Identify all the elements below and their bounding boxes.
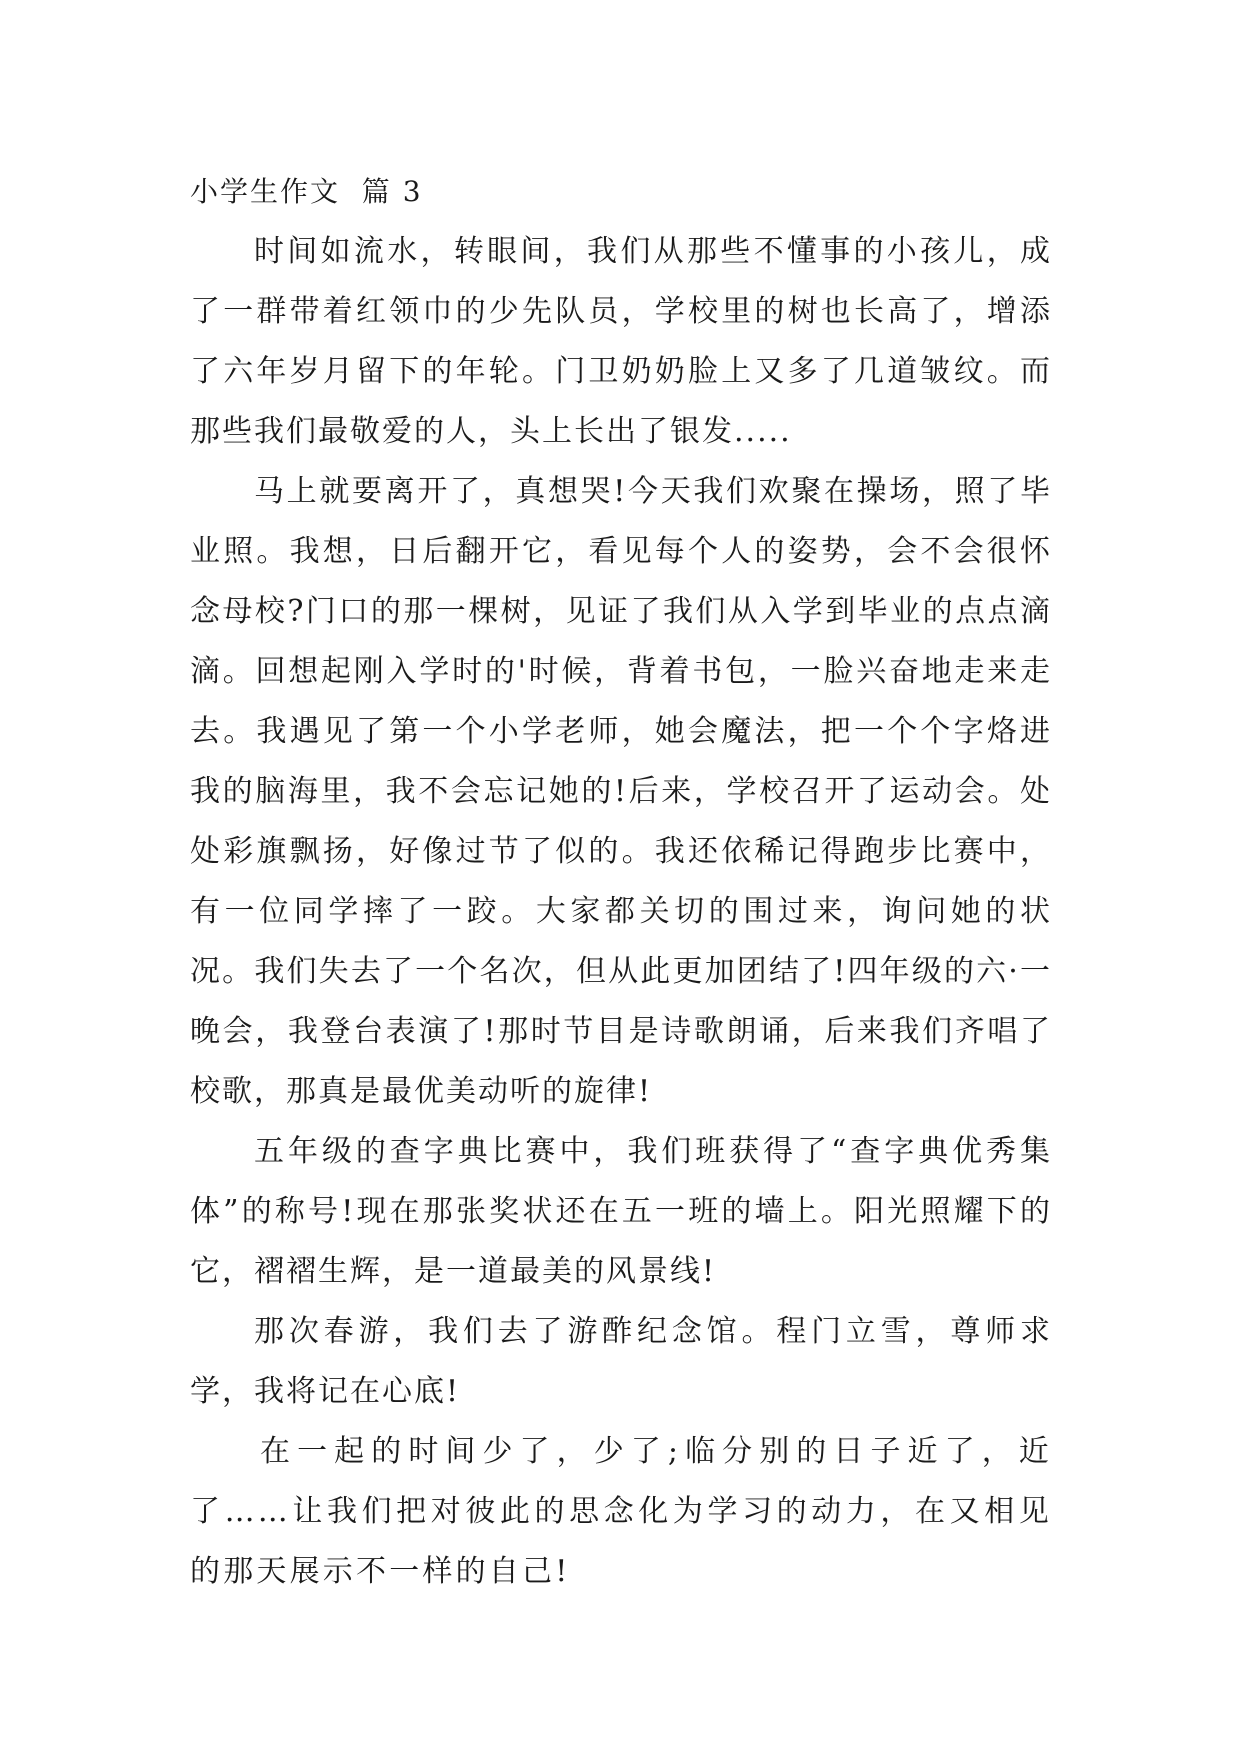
paragraph-1: 时间如流水，转眼间，我们从那些不懂事的小孩儿，成了一群带着红领巾的少先队员，学校里的树也长高了，增添了六年岁月留下的年轮。门卫奶奶脸上又多了几道皱纹。而那些我们最敬爱的人，头上长出了银发..... — [190, 234, 1052, 449]
paragraph-3: 五年级的查字典比赛中，我们班获得了“查字典优秀集体”的称号!现在那张奖状还在五一班的墙上。阳光照耀下的它，褶褶生辉，是一道最美的风景线! — [190, 1134, 1052, 1289]
paragraph-2: 马上就要离开了，真想哭!今天我们欢聚在操场，照了毕业照。我想，日后翻开它，看见每个人的姿势，会不会很怀念母校?门口的那一棵树，见证了我们从入学到毕业的点点滴滴。回想起刚入学时的'时候，背着书包，一脸兴奋地走来走去。我遇见了第一个小学老师，她会魔法，把一个个字烙进我的脑海里，我不会忘记她的!后来，学校召开了运动会。处处彩旗飘扬，好像过节了似的。我还依稀记得跑步比赛中，有一位同学摔了一跤。大家都关切的围过来，询问她的状况。我们失去了一个名次，但从此更加团结了!四年级的六·一晚会，我登台表演了!那时节目是诗歌朗诵，后来我们齐唱了校歌，那真是最优美动听的旋律! — [190, 474, 1052, 1109]
article-title: 小学生作文 篇 3 — [190, 175, 423, 208]
paragraph-4: 那次春游，我们去了游酢纪念馆。程门立雪，尊师求学，我将记在心底! — [190, 1314, 1052, 1409]
article-body — [190, 162, 1052, 1602]
paragraph-5: 在一起的时间少了，少了;临分别的日子近了，近了……让我们把对彼此的思念化为学习的动力，在又相见的那天展示不一样的自己! — [190, 1434, 1052, 1589]
